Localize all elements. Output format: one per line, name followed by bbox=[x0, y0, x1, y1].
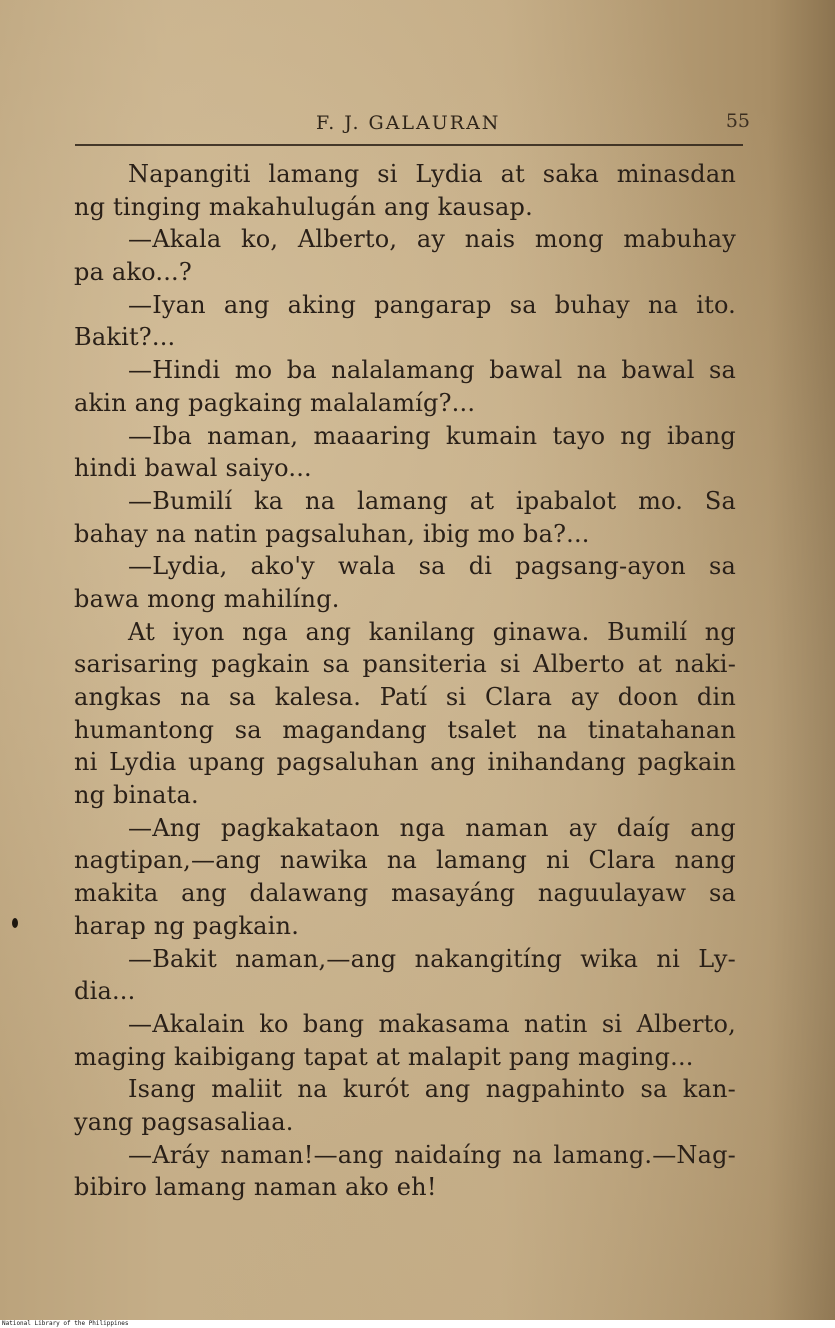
text-line: ng tinging makahulugán ang kausap. bbox=[74, 192, 533, 221]
text-line: maging kaibigang tapat at malapit pang maging... bbox=[74, 1042, 694, 1071]
text-line: —Bakit naman,—ang nakangitíng wika ni Ly- bbox=[128, 944, 736, 973]
text-line: Bakit?... bbox=[74, 323, 176, 352]
text-line: —Lydia, ako'y wala sa di pagsang-ayon sa bbox=[128, 552, 736, 581]
running-head bbox=[60, 112, 750, 146]
text-line: akin ang pagkaing malalamíg?... bbox=[74, 388, 476, 417]
text-line: pa ako...? bbox=[74, 258, 192, 287]
text-line: angkas na sa kalesa. Patí si Clara ay doon din bbox=[74, 683, 736, 711]
text-line: Napangiti lamang si Lydia at saka minasdan bbox=[128, 160, 736, 188]
text-line: —Akalain ko bang makasama natin si Alberto, bbox=[128, 1009, 736, 1038]
text-line: hindi bawal saiyo... bbox=[74, 454, 312, 483]
text-line: —Iyan ang aking pangarap sa buhay na ito. bbox=[128, 290, 736, 319]
text-line: harap ng pagkain. bbox=[74, 911, 300, 940]
text-line: —Ang pagkakataon nga naman ay daíg ang bbox=[128, 813, 736, 842]
header-rule bbox=[75, 144, 743, 146]
text-line: dia... bbox=[74, 977, 136, 1006]
text-line: bahay na natin pagsaluhan, ibig mo ba?... bbox=[74, 519, 590, 548]
text-line: nagtipan,—ang nawika na lamang ni Clara nang bbox=[74, 846, 736, 875]
text-line: makita ang dalawang masayáng naguulayaw sa bbox=[74, 879, 736, 908]
text-line: —Bumilí ka na lamang at ipabalot mo. Sa bbox=[128, 486, 736, 515]
text-line: yang pagsasaliaa. bbox=[74, 1107, 294, 1136]
text-line: bibiro lamang naman ako eh! bbox=[74, 1173, 437, 1202]
text-line: —Hindi mo ba nalalamang bawal na bawal sa bbox=[128, 356, 736, 385]
text-line: —Akala ko, Alberto, ay nais mong mabuhay bbox=[128, 225, 736, 254]
text-line: Isang maliit na kurót ang nagpahinto sa kan- bbox=[128, 1075, 736, 1104]
page-number: 55 bbox=[725, 110, 750, 132]
text-line: bawa mong mahilíng. bbox=[74, 584, 340, 613]
text-line: —Aráy naman!—ang naidaíng na lamang.—Nag- bbox=[128, 1140, 736, 1169]
text-line: ng binata. bbox=[74, 781, 199, 810]
text-line: sarisaring pagkain sa pansiteria si Alberto at naki- bbox=[74, 650, 736, 679]
library-credit: National Library of the Philippines bbox=[0, 1320, 835, 1328]
text-line: ni Lydia upang pagsaluhan ang inihandang pagkain bbox=[74, 748, 736, 777]
margin-ink-spot bbox=[12, 918, 18, 928]
text-line: —Iba naman, maaaring kumain tayo ng ibang bbox=[128, 421, 736, 450]
text-line: At iyon nga ang kanilang ginawa. Bumilí ng bbox=[128, 617, 736, 646]
text-line: humantong sa magandang tsalet na tinatahanan bbox=[74, 715, 736, 744]
running-head-author: F. J. GALAURAN bbox=[316, 112, 501, 134]
body-text bbox=[74, 158, 736, 1204]
